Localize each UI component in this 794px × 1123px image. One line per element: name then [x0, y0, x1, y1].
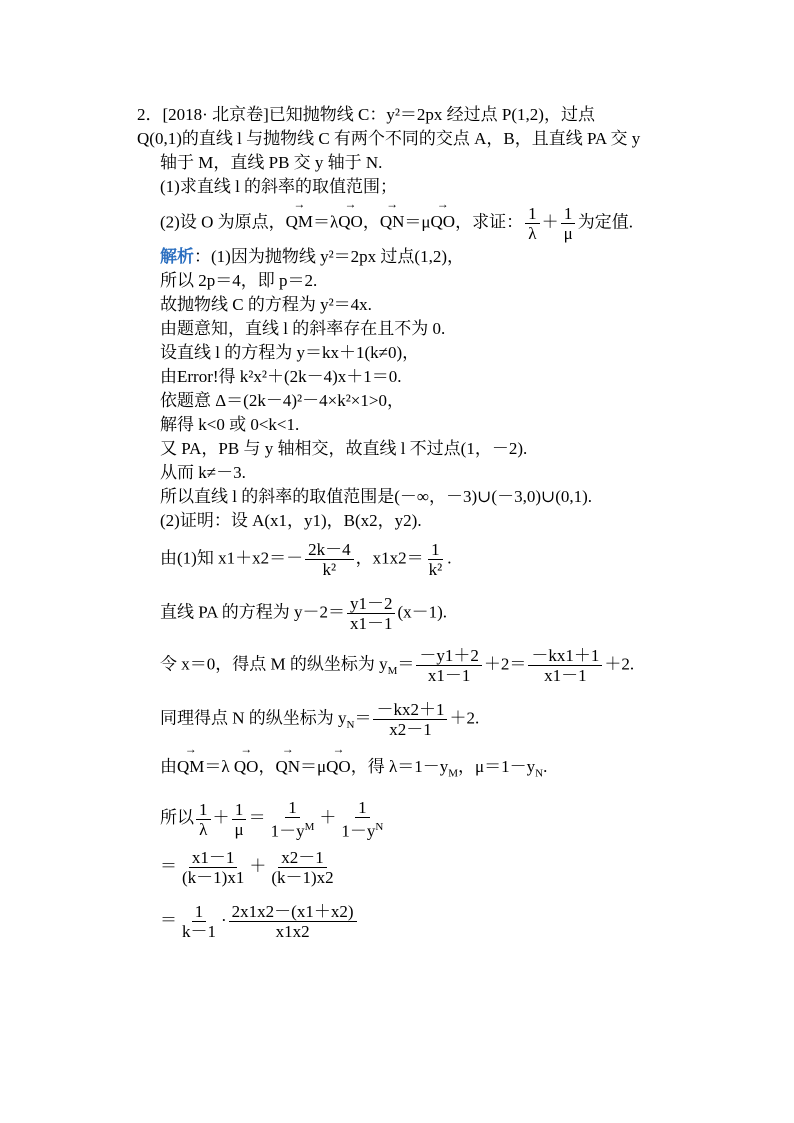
solution-line-14 — [160, 594, 447, 633]
subscript: N — [535, 767, 544, 780]
text: 为定值. — [577, 212, 633, 232]
vector-qo: → QO — [338, 211, 363, 233]
text: ＝ — [397, 654, 415, 674]
fraction — [268, 848, 336, 887]
numerator: 1 — [192, 902, 207, 922]
text: ＝ — [160, 910, 177, 930]
text: 令 x＝0，得点 M 的纵坐标为 y — [160, 654, 388, 674]
superscript: M — [304, 821, 315, 833]
text: ＋ — [249, 856, 267, 876]
text: (x－1). — [397, 602, 448, 622]
fraction — [196, 800, 211, 839]
text: 同理得点 N 的纵坐标为 y — [160, 708, 347, 728]
fraction — [305, 540, 354, 579]
solution-line-6: 由Error!得 k²x²＋(2k－4)x＋1＝0. — [160, 367, 402, 386]
vector-qm: → QM — [177, 756, 204, 778]
fraction — [338, 798, 386, 841]
fraction — [373, 700, 447, 739]
solution-line-20 — [160, 902, 359, 941]
fraction — [179, 902, 219, 941]
text: · — [221, 910, 227, 930]
vector-qo: → QO — [234, 756, 259, 778]
text: ＝λ — [313, 212, 339, 232]
denominator: k² — [428, 560, 443, 579]
text: ＝ — [354, 708, 372, 728]
solution-line-13 — [160, 540, 451, 579]
solution-line-9: 又 PA，PB 与 y 轴相交，故直线 l 不过点(1，－2). — [160, 439, 528, 458]
numerator: 1 — [525, 204, 540, 224]
fraction — [229, 902, 357, 941]
problem-part-2 — [160, 204, 633, 243]
text: 由(1)知 x1＋x2＝－ — [160, 548, 304, 568]
fraction — [426, 540, 446, 579]
vector-qo: → QO — [431, 211, 456, 233]
solution-line-15 — [160, 646, 634, 685]
numerator: 1 — [561, 204, 576, 224]
vector-qo: → QO — [326, 756, 351, 778]
numerator: 1 — [196, 800, 211, 820]
text: . — [447, 548, 452, 568]
denominator: x1－1 — [349, 614, 393, 633]
solution-line-10: 从而 k≠－3. — [160, 463, 246, 482]
text: ＝ — [248, 808, 266, 828]
text: 直线 PA 的方程为 y－2＝ — [160, 602, 345, 622]
text: ＋ — [319, 808, 337, 828]
solution-label: 解析 — [160, 247, 194, 266]
solution-line-11: 所以直线 l 的斜率的取值范围是(－∞，－3)∪(－3,0)∪(0,1). — [160, 487, 593, 506]
solution-line-12: (2)证明：设 A(x1，y1)，B(x2，y2). — [160, 511, 422, 530]
solution-line-4: 由题意知，直线 l 的斜率存在且不为 0. — [160, 319, 446, 338]
fraction — [561, 204, 576, 243]
solution-line-2: 所以 2p＝4，即 p＝2. — [160, 271, 318, 290]
subscript: M — [448, 767, 458, 780]
vector-qn: → QN — [275, 756, 300, 778]
superscript: N — [375, 821, 384, 833]
text: ，求证： — [455, 212, 524, 232]
text: (2)设 O 为原点， — [160, 212, 286, 232]
numerator: 2x1x2－(x1＋x2) — [229, 902, 357, 922]
denominator: μ — [234, 819, 244, 839]
subscript: M — [387, 664, 398, 677]
fraction — [179, 848, 247, 887]
solution-line-16 — [160, 700, 479, 739]
fraction — [268, 798, 318, 841]
text: 1－y — [270, 821, 305, 841]
solution-line-18 — [160, 798, 388, 841]
text: ＝μ — [300, 757, 327, 776]
solution-line-1 — [160, 246, 464, 268]
text: . — [543, 757, 548, 776]
denominator: k－1 — [182, 922, 216, 941]
solution-line-8: 解得 k<0 或 0<k<1. — [160, 415, 300, 434]
numerator: 1 — [285, 798, 300, 818]
text: ， — [362, 212, 380, 232]
problem-line-3: 轴于 M，直线 PB 交 y 轴于 N. — [160, 153, 383, 172]
problem-part-1: (1)求直线 l 的斜率的取值范围； — [160, 177, 398, 196]
numerator: －kx2＋1 — [373, 700, 447, 720]
denominator — [338, 818, 386, 841]
text: ＋2＝ — [483, 654, 527, 674]
fraction — [525, 204, 540, 243]
text: ，x1x2＝ — [355, 548, 424, 568]
denominator: (k－1)x2 — [271, 868, 334, 887]
text: ，得 λ＝1－y — [350, 757, 449, 776]
fraction — [232, 800, 247, 839]
solution-line-3: 故抛物线 C 的方程为 y²＝4x. — [160, 295, 372, 314]
solution-line-17 — [160, 756, 547, 784]
numerator: x2－1 — [278, 848, 327, 868]
denominator: k² — [322, 560, 337, 579]
solution-line-19 — [160, 848, 339, 887]
numerator: 1 — [355, 798, 370, 818]
text: 由 — [160, 757, 177, 776]
denominator: (k－1)x1 — [182, 868, 245, 887]
text: ＋ — [212, 808, 230, 828]
numerator: 1 — [232, 800, 247, 820]
text: ＝λ — [204, 757, 234, 776]
solution-line-5: 设直线 l 的方程为 y＝kx＋1(k≠0)， — [160, 343, 420, 362]
denominator: x1－1 — [427, 666, 471, 685]
denominator: x1－1 — [544, 666, 587, 685]
text: 1－y — [341, 821, 376, 841]
text: 所以 — [160, 808, 194, 828]
denominator: x2－1 — [389, 720, 432, 739]
text: ＋ — [541, 212, 559, 232]
problem-line-1: 2．[2018· 北京卷]已知抛物线 C：y²＝2px 经过点 P(1,2)，过点 — [137, 105, 595, 124]
numerator: －y1＋2 — [416, 646, 482, 666]
text: ：(1)因为抛物线 y²＝2px 过点(1,2)， — [194, 247, 464, 266]
numerator: y1－2 — [347, 594, 396, 614]
denominator: μ — [563, 224, 573, 243]
denominator: λ — [528, 224, 537, 243]
text: ，μ＝1－y — [458, 757, 536, 776]
solution-line-7: 依题意 Δ＝(2k－4)²－4×k²×1>0， — [160, 391, 404, 410]
denominator: x1x2 — [275, 922, 310, 941]
text: ＝μ — [404, 212, 431, 232]
denominator — [268, 818, 318, 841]
text: ， — [258, 757, 276, 776]
fraction — [347, 594, 396, 633]
numerator: 2k－4 — [305, 540, 354, 560]
text: ＋2. — [449, 708, 480, 728]
denominator: λ — [199, 819, 208, 839]
fraction — [416, 646, 482, 685]
subscript: N — [346, 718, 355, 731]
numerator: x1－1 — [189, 848, 238, 868]
numerator: 1 — [428, 540, 443, 560]
vector-qm: → QM — [286, 211, 313, 233]
numerator: －kx1＋1 — [528, 646, 602, 666]
problem-line-2: Q(0,1)的直线 l 与抛物线 C 有两个不同的交点 A，B，且直线 PA 交 y — [137, 129, 641, 148]
fraction — [528, 646, 602, 685]
text: ＋2. — [604, 654, 635, 674]
text: ＝ — [160, 856, 177, 876]
vector-qn: → QN — [380, 211, 405, 233]
